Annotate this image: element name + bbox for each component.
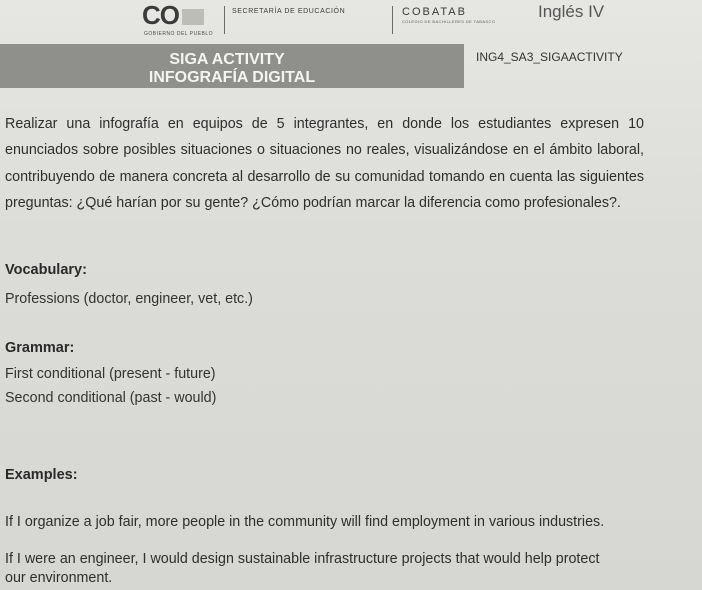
cobatab-logo: COBATAB xyxy=(402,6,467,18)
banner-title-line1: SIGA ACTIVITY xyxy=(169,51,285,68)
example-sentence: If I were an engineer, I would design sustainable infrastructure projects that would help protect our environment. xyxy=(5,551,600,586)
government-logo xyxy=(142,2,222,38)
header-divider xyxy=(392,6,393,34)
grammar-item: First conditional (present - future) xyxy=(5,366,216,382)
example-sentence: If I organize a job fair, more people in the community will find employment in various industries. xyxy=(5,514,605,530)
activity-banner xyxy=(0,44,464,88)
government-subtitle: GOBIERNO DEL PUEBLO xyxy=(144,31,214,37)
cobatab-subtitle: COLEGIO DE BACHILLERES DE TABASCO xyxy=(402,19,496,24)
grammar-label: Grammar: xyxy=(5,340,75,356)
vocabulary-label: Vocabulary: xyxy=(5,262,87,278)
vocabulary-item: Professions (doctor, engineer, vet, etc.) xyxy=(5,291,253,307)
instructions-paragraph: Realizar una infografía en equipos de 5 integrantes, en donde los estudiantes expresen 10 enunciados sobre posibles situaciones o situaciones no reales, visualizándose en el ámbito laboral, contribuyendo de manera concreta al desarrollo de su comunidad tomando en cuenta las siguientes preguntas: ¿Qué harían por su gente? ¿Cómo podrían marcar la diferencia como profesionales?. xyxy=(5,116,644,212)
header-divider xyxy=(224,6,225,34)
subject-title: Inglés IV xyxy=(538,2,605,21)
document-header xyxy=(0,0,702,40)
examples-label: Examples: xyxy=(5,467,78,483)
banner-title-line2: INFOGRAFÍA DIGITAL xyxy=(148,69,316,86)
grammar-item: Second conditional (past - would) xyxy=(5,390,217,406)
government-logo-text: CO xyxy=(142,0,179,30)
activity-code: ING4_SA3_SIGAACTIVITY xyxy=(476,50,623,64)
government-logo-emblem xyxy=(182,9,204,25)
secretaria-label: SECRETARÍA DE EDUCACIÓN xyxy=(232,8,346,15)
government-logo-mark xyxy=(142,2,204,28)
